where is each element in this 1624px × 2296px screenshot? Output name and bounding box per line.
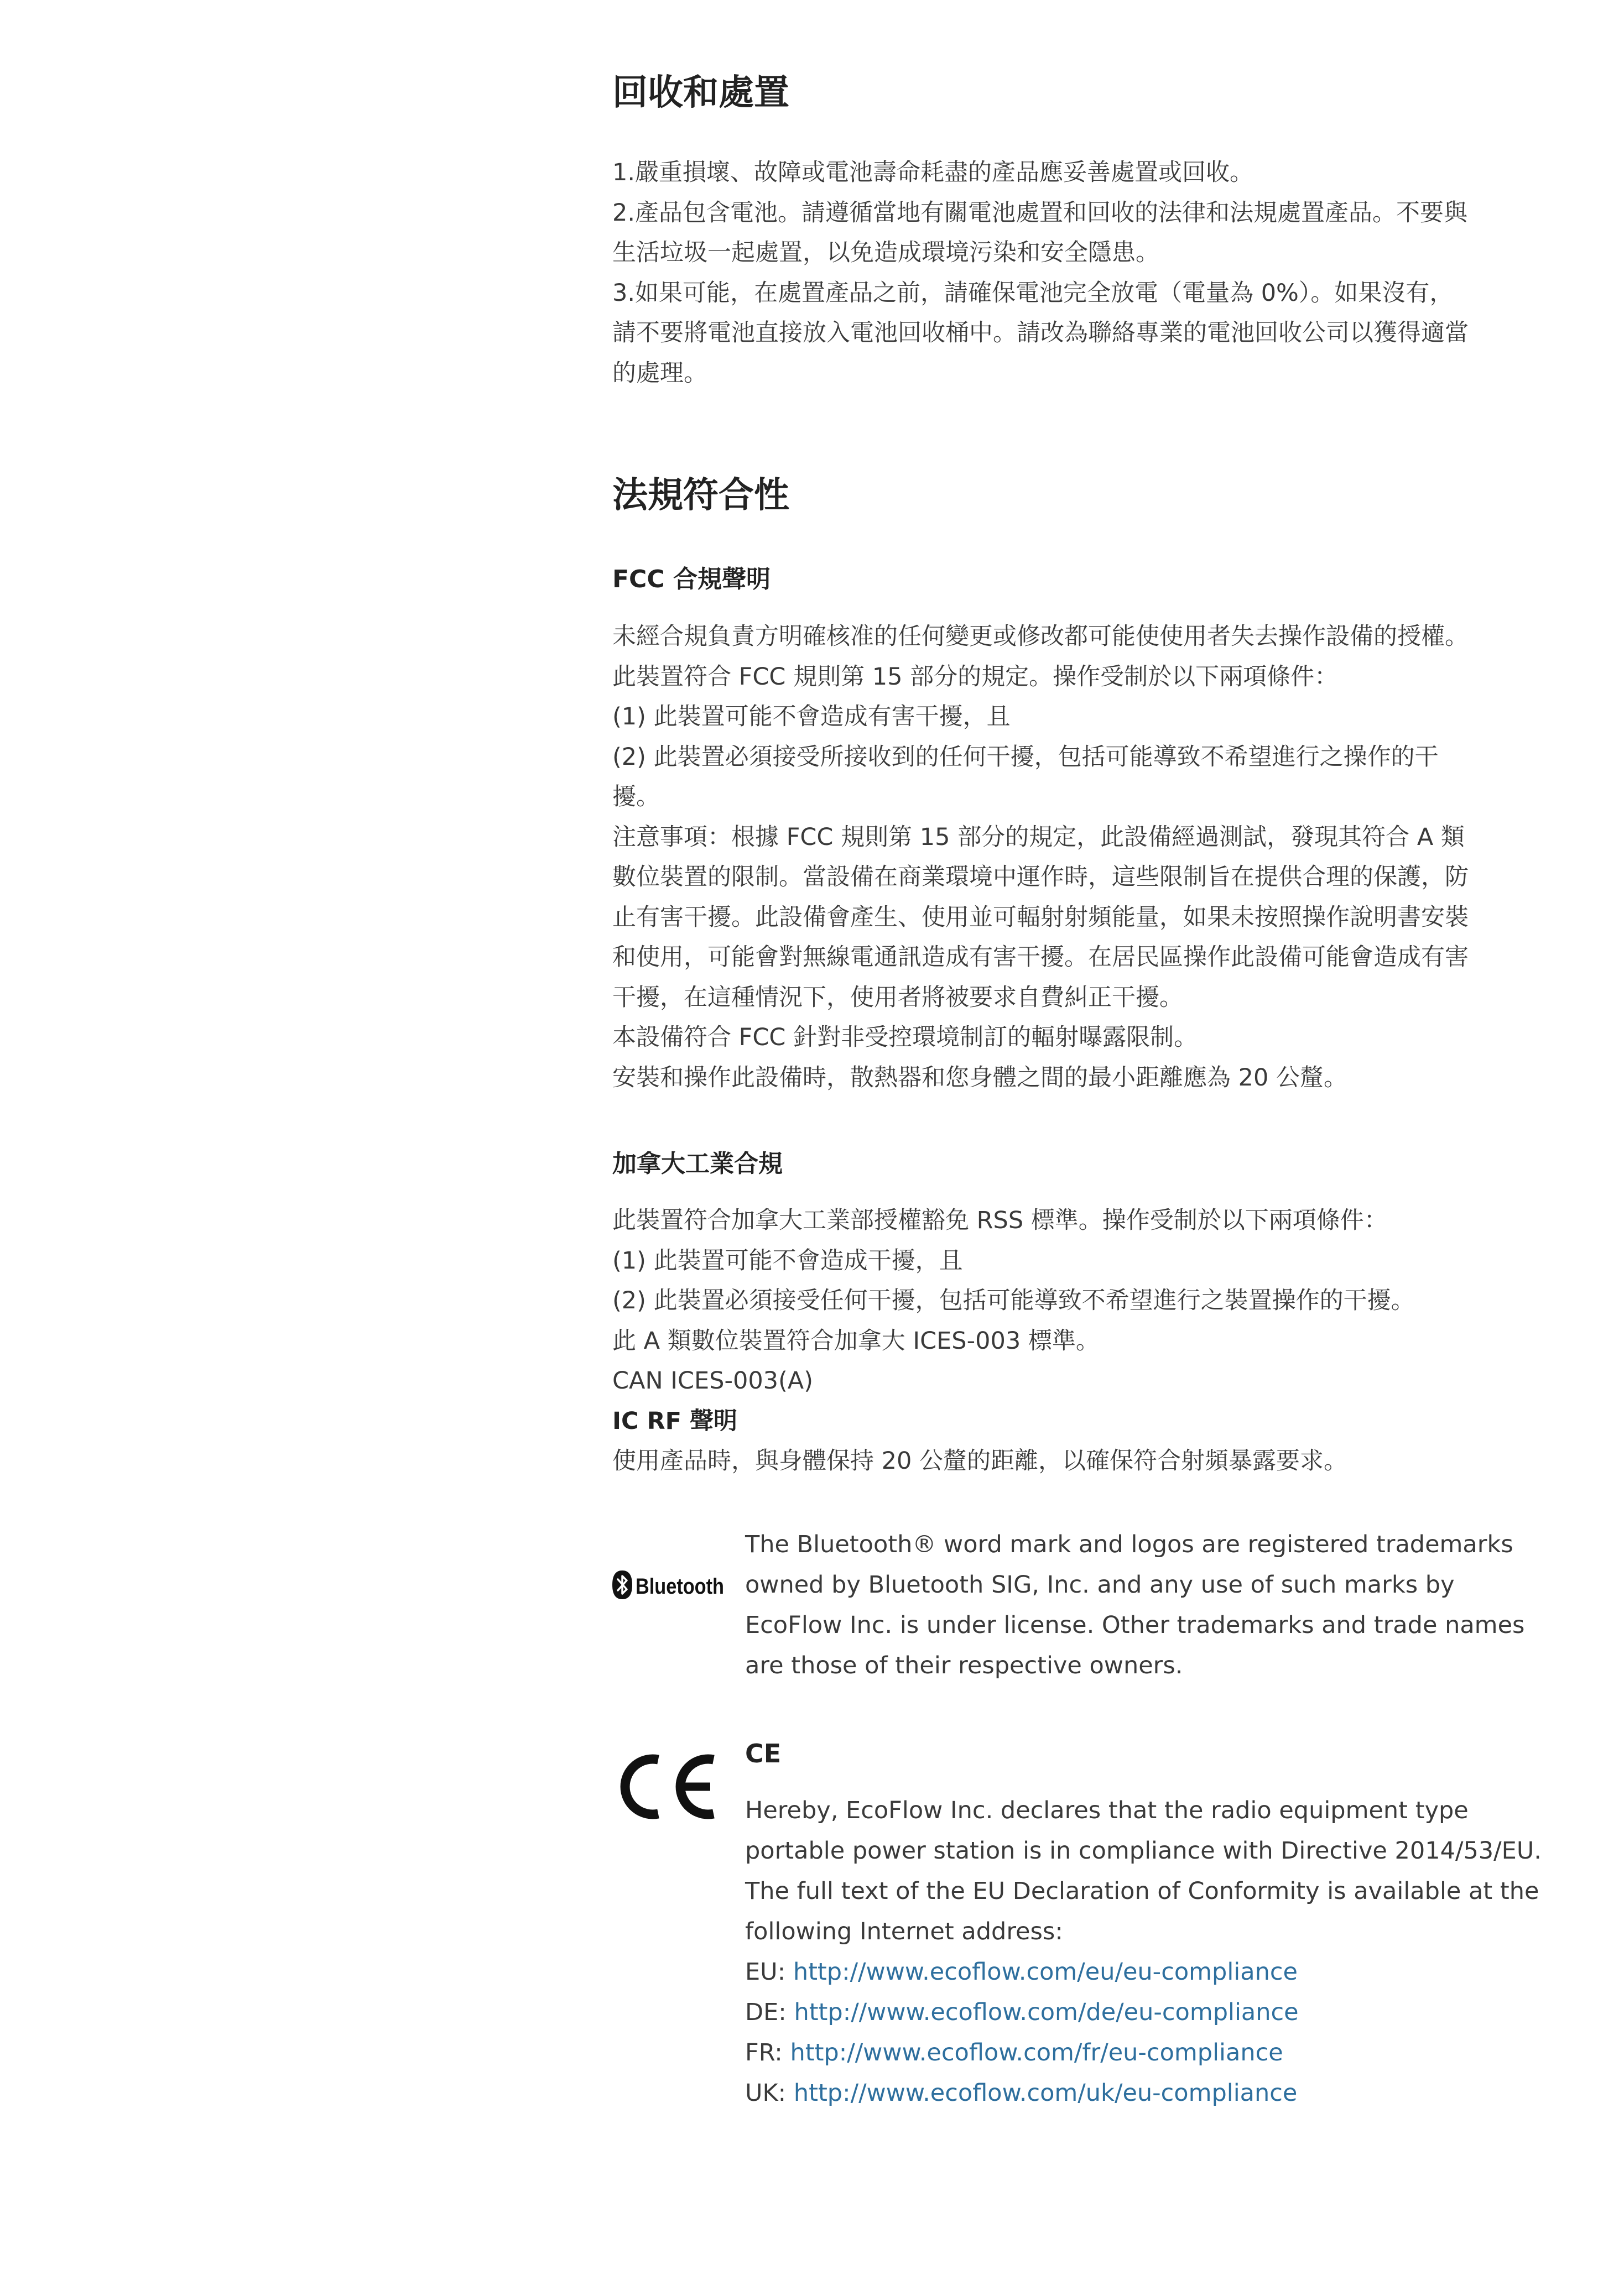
ce-link-row-uk	[745, 2073, 1553, 2114]
ce-link-label: DE:	[745, 1998, 794, 2026]
ce-line: Hereby, EcoFlow Inc. declares that the radio equipment type	[745, 1797, 1469, 1824]
ce-line: The full text of the EU Declaration of Conformity is available at the	[745, 1877, 1539, 1905]
bluetooth-line: The Bluetooth® word mark and logos are registered trademarks	[745, 1531, 1513, 1558]
fr-compliance-link[interactable]: http://www.ecoflow.com/fr/eu-compliance	[790, 2039, 1283, 2067]
ic-rf-text: 使用產品時，與身體保持 20 公釐的距離，以確保符合射頻暴露要求。	[612, 1447, 1348, 1475]
fcc-line: 干擾，在這種情況下，使用者將被要求自費糾正干擾。	[612, 983, 1183, 1011]
de-compliance-link[interactable]: http://www.ecoflow.com/de/eu-compliance	[794, 1998, 1299, 2026]
fcc-line: 未經合規負責方明確核准的任何變更或修改都可能使使用者失去操作設備的授權。	[612, 623, 1469, 650]
recycling-line: 請不要將電池直接放入電池回收桶中。請改為聯絡專業的電池回收公司以獲得適當	[612, 319, 1469, 347]
fcc-line: 安裝和操作此設備時，散熱器和您身體之間的最小距離應為 20 公釐。	[612, 1063, 1348, 1092]
ce-text	[745, 1791, 1553, 2114]
ce-link-label: UK:	[745, 2079, 794, 2107]
bluetooth-line: owned by Bluetooth SIG, Inc. and any use of such marks by	[745, 1571, 1455, 1599]
ce-link-label: FR:	[745, 2039, 790, 2067]
bluetooth-logo-text: Bluetooth	[636, 1574, 724, 1599]
canada-text	[612, 1201, 1553, 1481]
fcc-title: FCC 合規聲明	[612, 565, 771, 593]
fcc-line: (1) 此裝置可能不會造成有害干擾，且	[612, 703, 1011, 730]
recycling-line: 1.嚴重損壞、故障或電池壽命耗盡的產品應妥善處置或回收。	[612, 159, 1254, 186]
ce-link-row-fr	[745, 2033, 1553, 2073]
fcc-line: 和使用，可能會對無線電通訊造成有害干擾。在居民區操作此設備可能會造成有害	[612, 943, 1469, 971]
fcc-text	[612, 617, 1553, 1098]
recycling-line: 3.如果可能，在處置產品之前，請確保電池完全放電（電量為 0%）。如果沒有，	[612, 279, 1454, 307]
ce-line: portable power station is in compliance with Directive 2014/53/EU.	[745, 1837, 1542, 1865]
bluetooth-text	[745, 1525, 1553, 1686]
ic-rf-title: IC RF 聲明	[612, 1407, 737, 1435]
eu-compliance-link[interactable]: http://www.ecoflow.com/eu/eu-compliance	[793, 1958, 1298, 1986]
canada-line: (1) 此裝置可能不會造成干擾，且	[612, 1246, 963, 1275]
bluetooth-line: EcoFlow Inc. is under license. Other trademarks and trade names	[745, 1611, 1525, 1639]
ce-link-label: EU:	[745, 1958, 793, 1986]
bluetooth-logo-icon	[610, 1569, 729, 1600]
ce-line: following Internet address:	[745, 1918, 1063, 1945]
canada-line: 此 A 類數位裝置符合加拿大 ICES-003 標準。	[612, 1327, 1100, 1355]
compliance-title: 法規符合性	[612, 475, 789, 516]
uk-compliance-link[interactable]: http://www.ecoflow.com/uk/eu-compliance	[793, 2079, 1298, 2107]
fcc-line: 注意事項：根據 FCC 規則第 15 部分的規定，此設備經過測試，發現其符合 A 類	[612, 823, 1465, 851]
recycling-text	[612, 153, 1553, 393]
canada-line: 此裝置符合加拿大工業部授權豁免 RSS 標準。操作受制於以下兩項條件：	[612, 1207, 1388, 1234]
ce-title: CE	[745, 1739, 782, 1768]
fcc-line: 本設備符合 FCC 針對非受控環境制訂的輻射曝露限制。	[612, 1024, 1198, 1051]
canada-line: (2) 此裝置必須接受任何干擾，包括可能導致不希望進行之裝置操作的干擾。	[612, 1287, 1415, 1314]
ce-link-row-de	[745, 1992, 1553, 2033]
bluetooth-line: are those of their respective owners.	[745, 1652, 1183, 1679]
ce-mark-icon	[618, 1752, 718, 1822]
canada-title: 加拿大工業合規	[612, 1150, 783, 1178]
fcc-line: (2) 此裝置必須接受所接收到的任何干擾，包括可能導致不希望進行之操作的干	[612, 743, 1439, 771]
fcc-line: 此裝置符合 FCC 規則第 15 部分的規定。操作受制於以下兩項條件：	[612, 662, 1339, 691]
fcc-line: 止有害干擾。此設備會產生、使用並可輻射射頻能量，如果未按照操作說明書安裝	[612, 903, 1469, 931]
fcc-line: 擾。	[612, 783, 660, 811]
ce-link-row-eu	[745, 1952, 1553, 1992]
recycling-title: 回收和處置	[612, 72, 789, 113]
recycling-line: 生活垃圾一起處置，以免造成環境污染和安全隱患。	[612, 239, 1159, 267]
fcc-line: 數位裝置的限制。當設備在商業環境中運作時，這些限制旨在提供合理的保護，防	[612, 863, 1469, 891]
recycling-line: 2.產品包含電池。請遵循當地有關電池處置和回收的法律和法規處置產品。不要與	[612, 199, 1468, 227]
recycling-line: 的處理。	[612, 359, 707, 387]
canada-line: CAN ICES-003(A)	[612, 1367, 814, 1395]
